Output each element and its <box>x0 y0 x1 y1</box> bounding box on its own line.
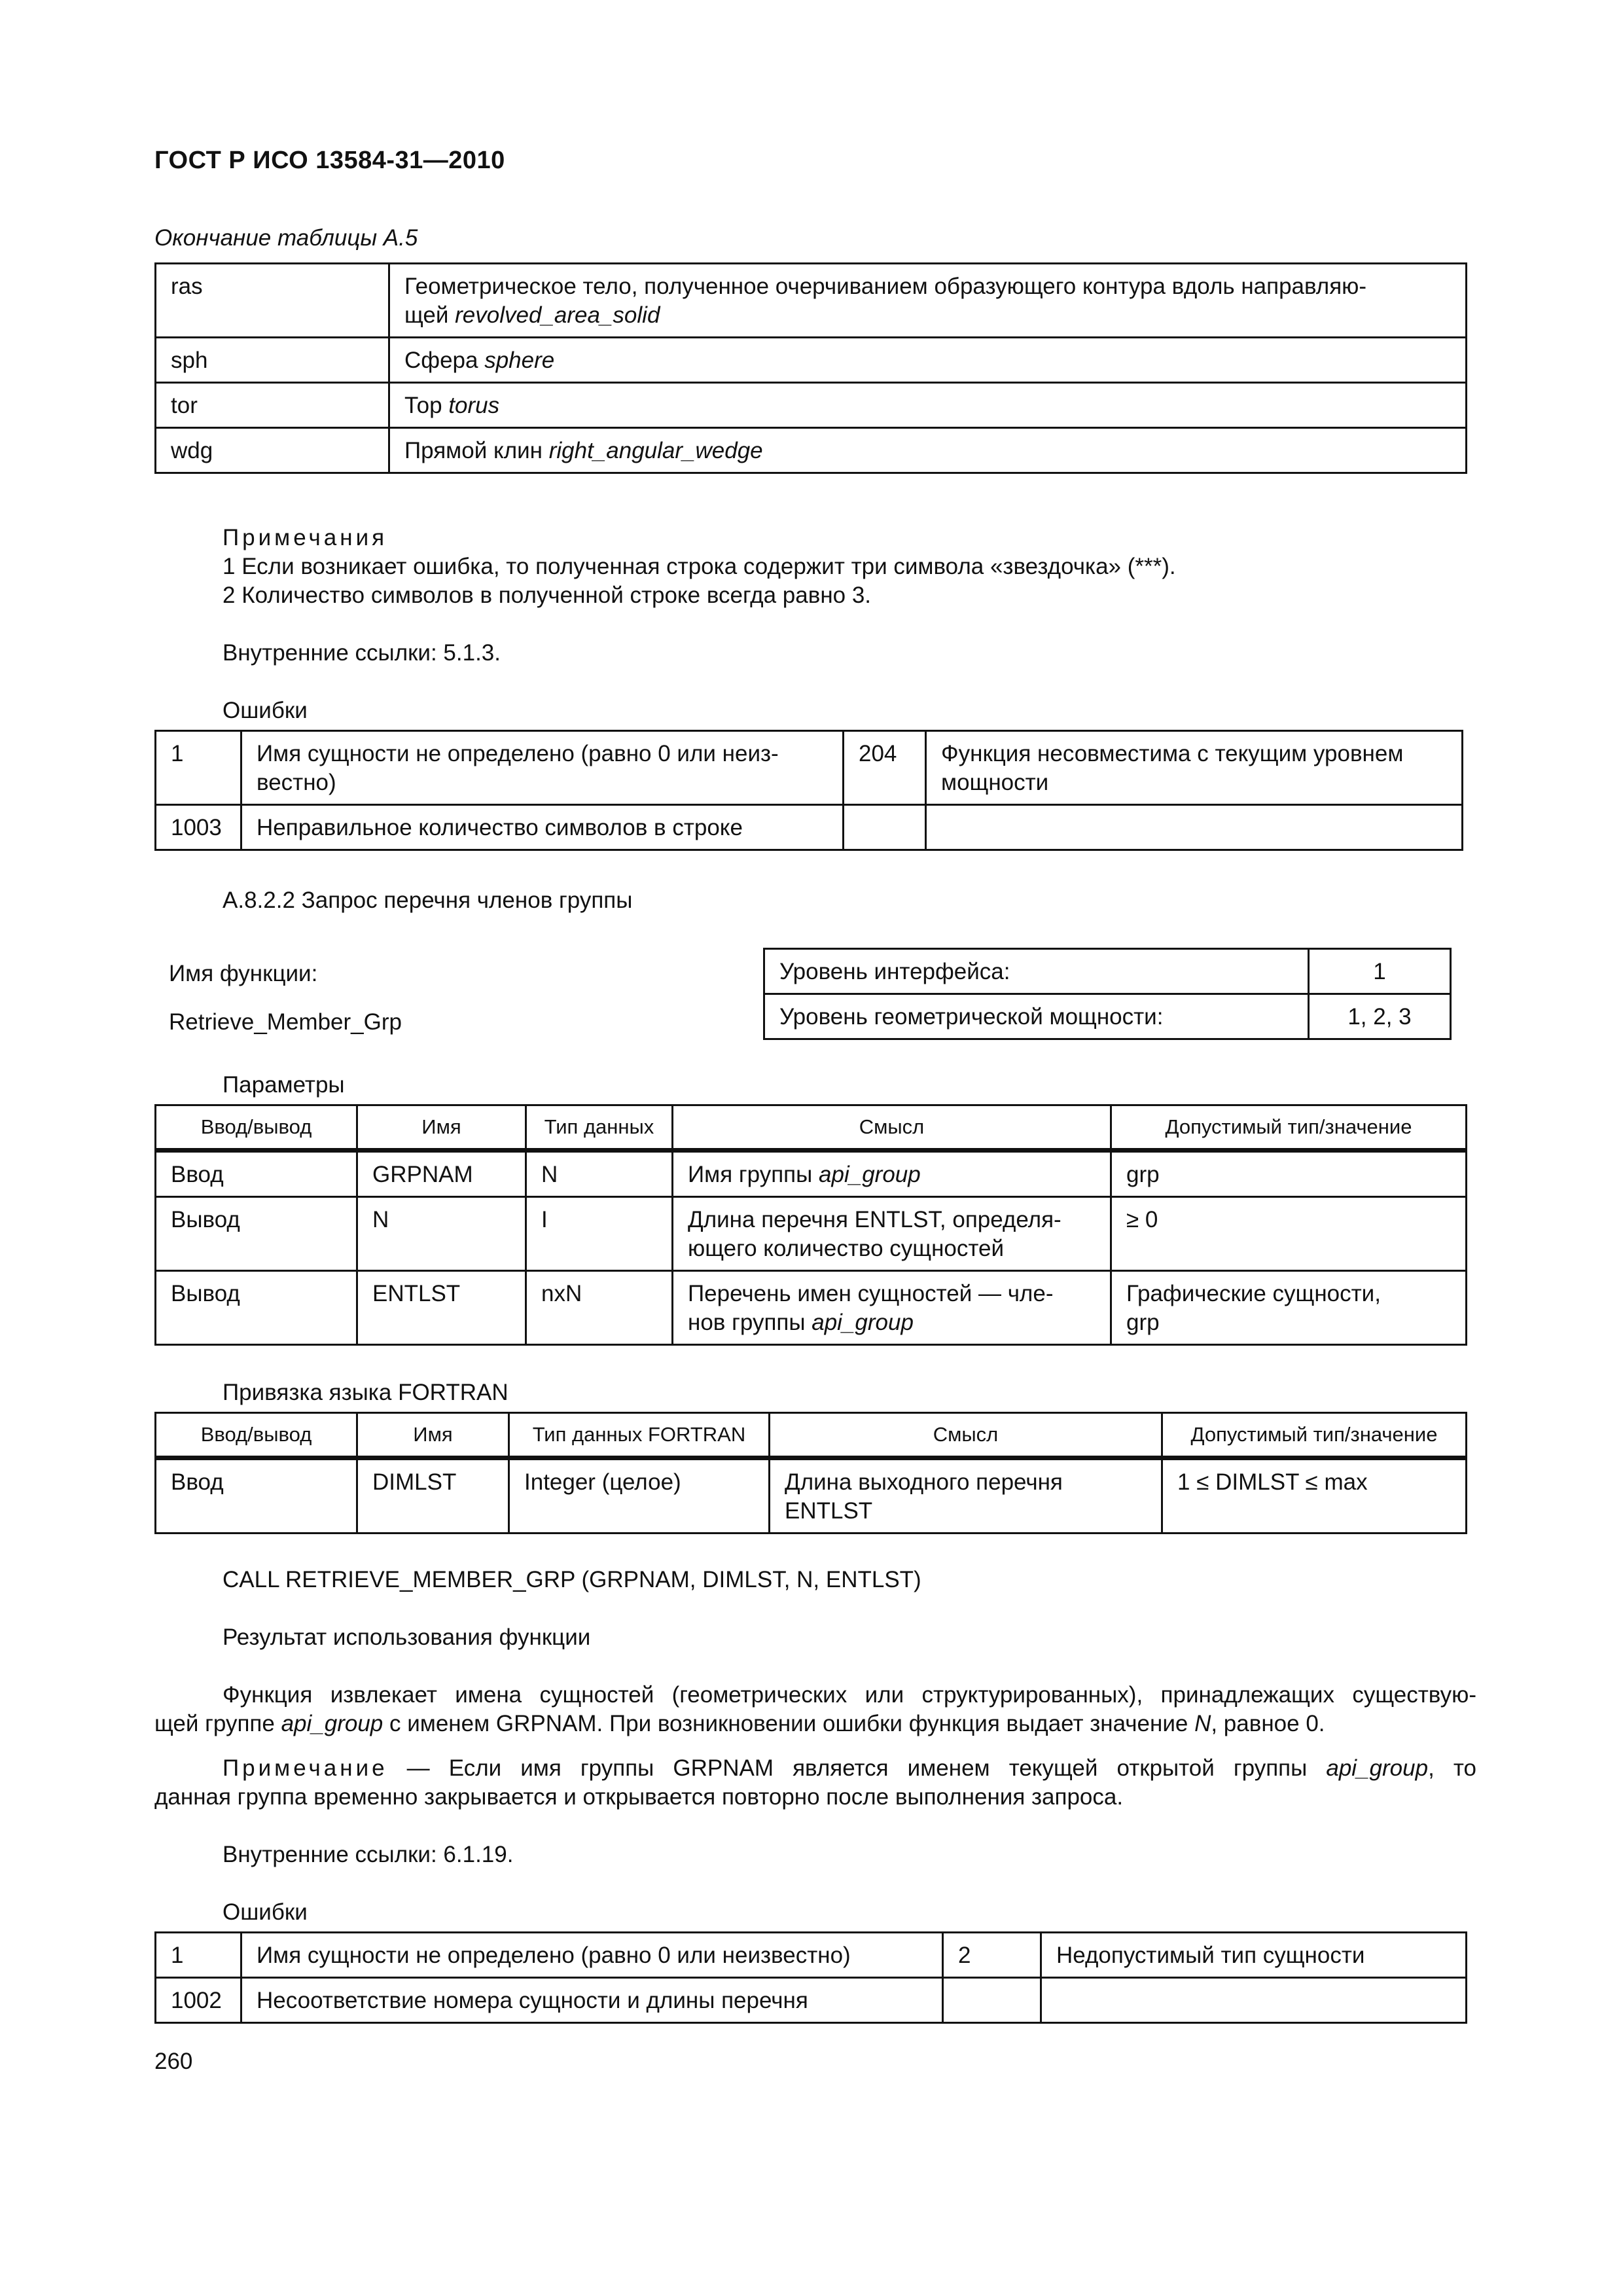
empty-cell <box>926 805 1463 850</box>
code-cell: sph <box>156 338 389 383</box>
io-cell: Ввод <box>156 1151 357 1197</box>
errors-table-2 <box>154 1931 1467 2024</box>
result-title: Результат использования функции <box>223 1624 591 1650</box>
internal-refs: Внутренние ссылки: 5.1.3. <box>223 640 501 666</box>
table-row <box>156 1458 1467 1534</box>
name-cell: ENTLST <box>357 1271 526 1345</box>
io-cell: Ввод <box>156 1458 357 1534</box>
value-cell: ≥ 0 <box>1111 1197 1467 1271</box>
meaning-cell: Перечень имен сущностей — чле- нов группы api_group <box>673 1271 1111 1345</box>
type-cell: Integer (целое) <box>509 1458 770 1534</box>
empty-cell <box>1041 1978 1467 2023</box>
code-cell: tor <box>156 383 389 428</box>
error-text: Несоответствие номера сущности и длины перечня <box>241 1978 943 2023</box>
column-header: Допустимый тип/значение <box>1162 1413 1467 1458</box>
error-text: Неправильное количество символов в строке <box>241 805 844 850</box>
empty-cell <box>943 1978 1041 2023</box>
column-header: Ввод/вывод <box>156 1105 357 1151</box>
name-cell: GRPNAM <box>357 1151 526 1197</box>
fortran-title: Привязка языка FORTRAN <box>223 1380 508 1405</box>
error-text: Функция несовместима с текущим уровнем мощности <box>926 731 1463 805</box>
column-header: Тип данных FORTRAN <box>509 1413 770 1458</box>
note-line-1: Примечание — Если имя группы GRPNAM является именем текущей открытой группы api_group, то <box>223 1755 1476 1781</box>
desc-cell: Прямой клин right_angular_wedge <box>389 428 1467 473</box>
error-code: 1 <box>156 1933 241 1978</box>
table-row <box>156 428 1467 473</box>
section-title: А.8.2.2 Запрос перечня членов группы <box>223 888 633 913</box>
table-row <box>156 264 1467 338</box>
desc-cell: Тор torus <box>389 383 1467 428</box>
io-cell: Вывод <box>156 1197 357 1271</box>
meaning-cell: Длина выходного перечня ENTLST <box>770 1458 1162 1534</box>
table-a5 <box>154 262 1467 474</box>
error-code: 204 <box>844 731 926 805</box>
type-cell: I <box>526 1197 673 1271</box>
column-header: Смысл <box>673 1105 1111 1151</box>
table-caption: Окончание таблицы А.5 <box>154 225 418 251</box>
fortran-table <box>154 1412 1467 1534</box>
value-cell: 1 ≤ DIMLST ≤ max <box>1162 1458 1467 1534</box>
note-item: 2 Количество символов в полученной строке всегда равно 3. <box>223 583 872 608</box>
params-title: Параметры <box>223 1072 345 1098</box>
table-row <box>156 1933 1467 1978</box>
meaning-cell: Длина перечня ENTLST, определя- ющего количество сущностей <box>673 1197 1111 1271</box>
desc-cell: Сфера sphere <box>389 338 1467 383</box>
note-line-2: данная группа временно закрывается и открывается повторно после выполнения запроса. <box>154 1784 1124 1810</box>
name-cell: N <box>357 1197 526 1271</box>
error-code: 1002 <box>156 1978 241 2023</box>
value-cell: grp <box>1111 1151 1467 1197</box>
name-cell: DIMLST <box>357 1458 509 1534</box>
column-header: Имя <box>357 1413 509 1458</box>
desc-cell: Геометрическое тело, полученное очерчиванием образующего контура вдоль направляю- щей revolved_area_solid <box>389 264 1467 338</box>
table-row <box>156 1197 1467 1271</box>
levels-table <box>763 948 1452 1040</box>
table-row <box>156 1271 1467 1345</box>
type-cell: N <box>526 1151 673 1197</box>
page-number: 260 <box>154 2049 193 2074</box>
column-header: Ввод/вывод <box>156 1413 357 1458</box>
empty-cell <box>844 805 926 850</box>
table-row <box>156 338 1467 383</box>
interface-level-value: 1 <box>1309 949 1451 994</box>
table-header-row <box>156 1413 1467 1458</box>
function-name-label: Имя функции: <box>169 961 318 986</box>
error-code: 1 <box>156 731 241 805</box>
column-header: Имя <box>357 1105 526 1151</box>
interface-level-label: Уровень интерфейса: <box>764 949 1309 994</box>
table-row <box>156 1978 1467 2023</box>
table-header-row <box>156 1105 1467 1151</box>
code-cell: wdg <box>156 428 389 473</box>
note-item: 1 Если возникает ошибка, то полученная строка содержит три символа «звездочка» (***). <box>223 554 1176 579</box>
geometry-level-value: 1, 2, 3 <box>1309 994 1451 1039</box>
internal-refs: Внутренние ссылки: 6.1.19. <box>223 1842 514 1867</box>
errors-table-1 <box>154 730 1463 851</box>
column-header: Тип данных <box>526 1105 673 1151</box>
error-text: Недопустимый тип сущности <box>1041 1933 1467 1978</box>
function-name: Retrieve_Member_Grp <box>169 1009 402 1035</box>
error-code: 2 <box>943 1933 1041 1978</box>
geometry-level-label: Уровень геометрической мощности: <box>764 994 1309 1039</box>
table-row <box>764 994 1451 1039</box>
io-cell: Вывод <box>156 1271 357 1345</box>
error-code: 1003 <box>156 805 241 850</box>
table-row <box>764 949 1451 994</box>
params-table <box>154 1104 1467 1346</box>
column-header: Допустимый тип/значение <box>1111 1105 1467 1151</box>
type-cell: nxN <box>526 1271 673 1345</box>
table-row <box>156 1151 1467 1197</box>
result-paragraph-line-2: щей группе api_group с именем GRPNAM. При возникновении ошибки функция выдает значение N, равное 0. <box>154 1711 1325 1736</box>
error-text: Имя сущности не определено (равно 0 или неизвестно) <box>241 1933 943 1978</box>
result-paragraph-line-1: Функция извлекает имена сущностей (геометрических или структурированных), принадлежащих существую- <box>223 1682 1476 1708</box>
call-statement: CALL RETRIEVE_MEMBER_GRP (GRPNAM, DIMLST, N, ENTLST) <box>223 1567 921 1592</box>
error-text: Имя сущности не определено (равно 0 или неиз- вестно) <box>241 731 844 805</box>
meaning-cell: Имя группы api_group <box>673 1151 1111 1197</box>
errors-title: Ошибки <box>223 1899 308 1925</box>
table-row <box>156 805 1463 850</box>
document-header: ГОСТ Р ИСО 13584-31—2010 <box>154 147 505 174</box>
table-row <box>156 731 1463 805</box>
code-cell: ras <box>156 264 389 338</box>
table-row <box>156 383 1467 428</box>
value-cell: Графические сущности, grp <box>1111 1271 1467 1345</box>
errors-title: Ошибки <box>223 698 308 723</box>
notes-title: Примечания <box>223 525 388 550</box>
column-header: Смысл <box>770 1413 1162 1458</box>
